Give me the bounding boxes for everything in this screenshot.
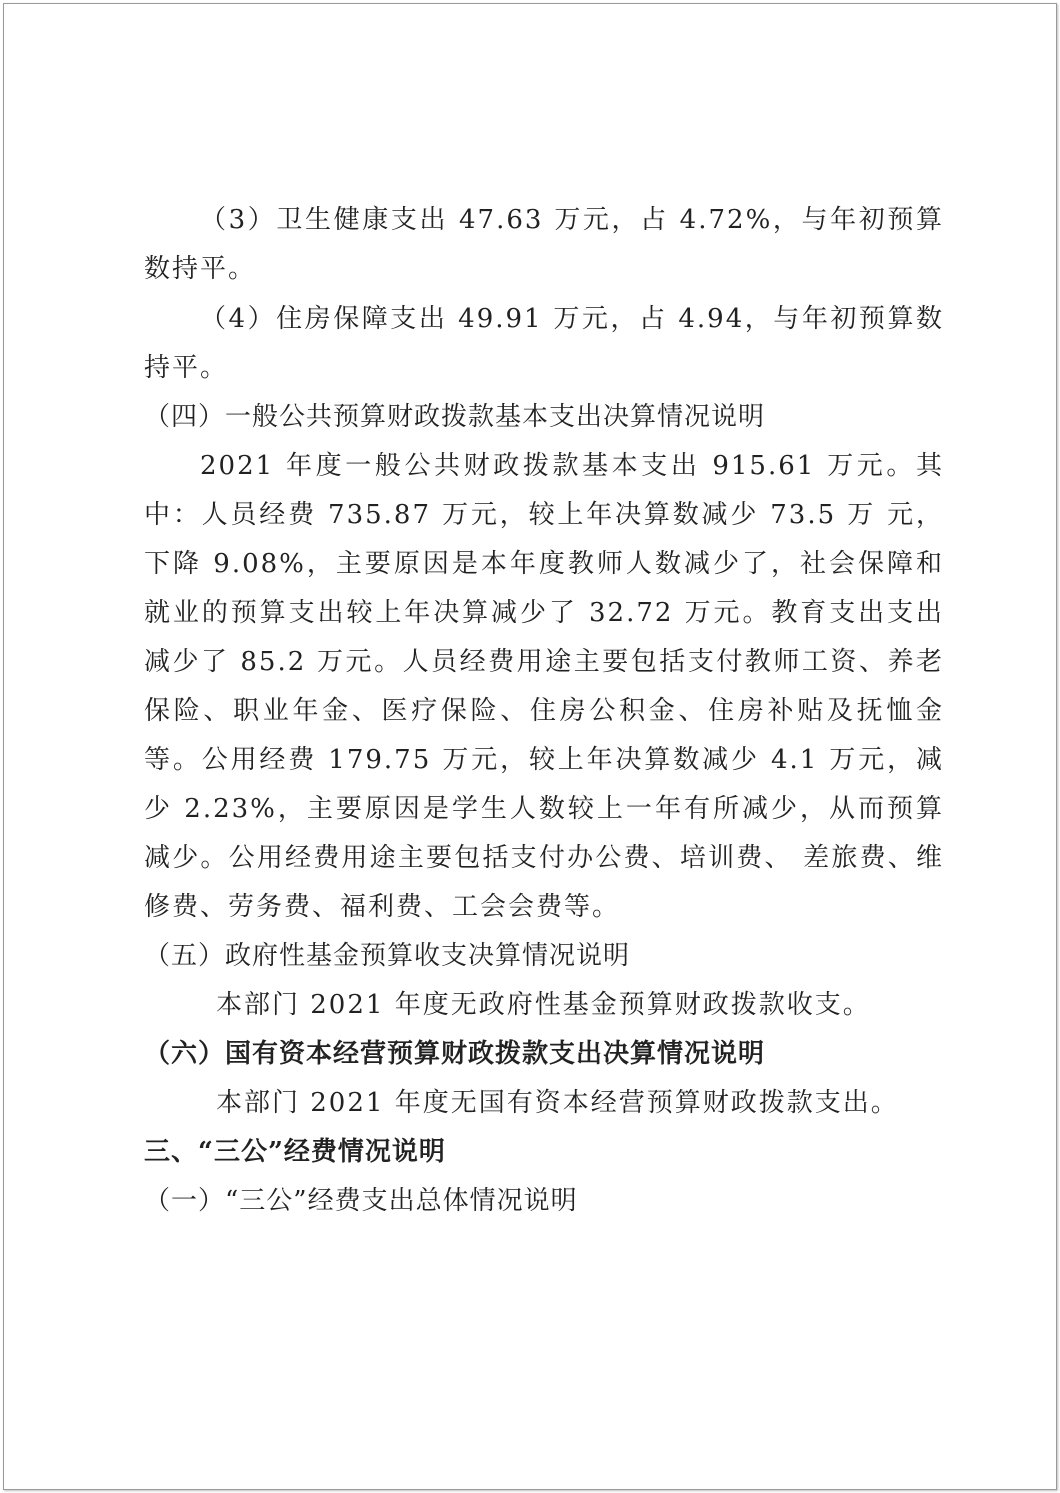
section-heading-4: （四）一般公共预算财政拨款基本支出决算情况说明: [144, 402, 766, 432]
paragraph-gov-fund: 本部门 2021 年度无政府性基金预算财政拨款收支。: [216, 990, 871, 1020]
paragraph-housing-expenditure: （4）住房保障支出 49.91 万元，占 4.94，与年初预算数持平。: [144, 304, 944, 383]
paragraph-basic-expenditure: 2021 年度一般公共财政拨款基本支出 915.61 万元。其中：人员经费 735.87 万元，较上年决算数减少 73.5 万 元，下降 9.08%，主要原因是本年度教师人数减少了，社会保障和就业的预算支出较上年决算减少了 32.72 万元。教育支出支出减少了 85.2 万元。人员经费用途主要包括支付教师工资、养老保险、职业年金、医疗保险、住房公积金、住房补贴及抚恤金等。公用经费 179.75 万元，较上年决算数减少 4.1 万元，减少 2.23%，主要原因是学生人数较上一年有所减少，从而预算减少。公用经费用途主要包括支付办公费、培训费、 差旅费、维修费、劳务费、福利费、工会会费等。: [144, 451, 944, 922]
section-heading-3-1: （一）“三公”经费支出总体情况说明: [144, 1186, 578, 1216]
section-heading-6: （六）国有资本经营预算财政拨款支出决算情况说明: [144, 1039, 766, 1069]
chapter-heading-3: 三、“三公”经费情况说明: [144, 1137, 446, 1167]
section-heading-5: （五）政府性基金预算收支决算情况说明: [144, 941, 631, 971]
paragraph-state-capital: 本部门 2021 年度无国有资本经营预算财政拨款支出。: [216, 1088, 899, 1118]
document-body: [144, 196, 944, 1226]
paragraph-health-expenditure: （3）卫生健康支出 47.63 万元，占 4.72%，与年初预算数持平。: [144, 205, 944, 284]
